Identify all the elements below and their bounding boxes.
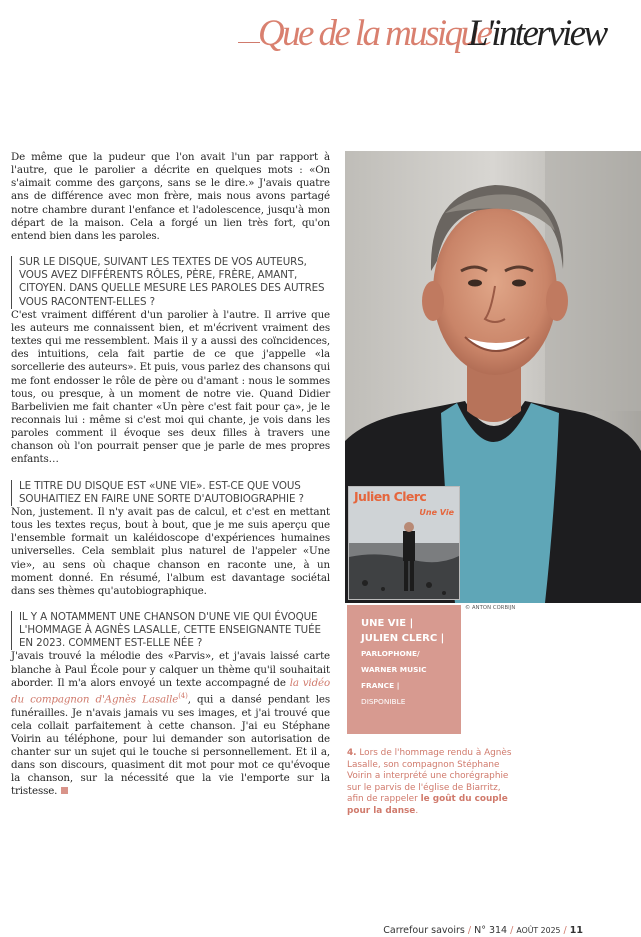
section-title: Que de la musique — [258, 13, 491, 54]
footnote-end: . — [415, 805, 419, 816]
footnote — [347, 748, 515, 817]
info-artist: JULIEN CLERC | — [361, 633, 445, 644]
footnote-number: 4. — [347, 748, 357, 758]
paragraph-3: Non, justement. Il n'y avait pas de calcul, et c'est en mettant tous les textes reçus, bout à bout, que je me suis aperçu que l'ensemble formait un kaléidoscope d'expériences humaines universelles. Cela semblait plus naturel de l'appeler «Une vie», au sens où chaque chanson en raconte une, à un moment donné. En résumé, l'album est davantage sociétal dans ses thèmes qu'autobiographique. — [11, 505, 330, 597]
video-link[interactable]: la vidéo du compagnon d'Agnès Lasalle — [11, 676, 331, 706]
paragraph-2: C'est vraiment différent d'un parolier à l'autre. Il arrive que les auteurs me connaissent bien, et m'écrivent vraiment des textes qui me ressemblent. Mais il y a aussi des coïncidences, des intuitions, cela fait partie de ce que j'appelle «la sorcellerie des auteurs». Et puis, vous parlez des chansons qui me font endosser le rôle de père ou d'amant : nous le sommes tous, ou presque, à un moment de notre vie. Quand Didier Barbelivien me fait chanter «Un père c'est fait pour ça», je le reconnais lui : même si c'est moi qui chante, je vois dans les paroles comment il évoque ses deux filles à travers une chanson où l'on pourrait penser que je parle de mes propres enfants… — [11, 308, 330, 466]
cover-album-title: Une Vie — [419, 508, 454, 517]
section-kind: L'interview — [468, 13, 606, 54]
footer-separator: / — [563, 925, 567, 936]
question-3: IL Y A NOTAMMENT UNE CHANSON D'UNE VIE QUI ÉVOQUE L'HOMMAGE À AGNÈS LASALLE, CETTE ENSEIGNANTE TUÉE EN 2023. COMMENT EST-ELLE NÉE ? — [11, 611, 330, 650]
footer-date: AOÛT 2025 — [516, 926, 561, 935]
info-label-3: FRANCE | — [361, 681, 400, 690]
footer-separator: / — [467, 925, 472, 936]
paragraph-4 — [11, 650, 330, 798]
info-label-1: PARLOPHONE/ — [361, 649, 420, 658]
paragraph-4-start: J'avais trouvé la mélodie des «Parvis», et j'avais laissé carte blanche à Paul École pour y calquer un thème qu'il souhaitait aborder. Il m'a alors envoyé un texte accompagné de — [11, 650, 330, 689]
info-album-title: UNE VIE | — [361, 618, 414, 629]
footnote-ref: (4) — [178, 691, 188, 700]
question-1: SUR LE DISQUE, SUIVANT LES TEXTES DE VOS AUTEURS, VOUS AVEZ DIFFÉRENTS RÔLES, PÈRE, FRÈRE, AMANT, CITOYEN. DANS QUELLE MESURE LES PAROLES DES AUTRES VOUS RACONTENT-ELLES ? — [11, 256, 330, 309]
question-2: LE TITRE DU DISQUE EST «UNE VIE». EST-CE QUE VOUS SOUHAITIEZ EN FAIRE UNE SORTE D'AUTOBIOGRAPHIE ? — [11, 480, 330, 506]
article-column — [11, 151, 330, 799]
info-label-2: WARNER MUSIC — [361, 665, 427, 674]
paragraph-4-end: , qui a dansé pendant les funérailles. Je n'avais jamais vu ses images, et j'ai trouvé que cela collait parfaitement à cette chanson. J'ai eu Stéphane Voirin au téléphone, pour lui demander son autorisation de chanter sur un sujet qui le touche si personnellement. Et il a, dans son discours, quasiment dit mot pour mot ce qu'évoque la chanson, sur la nécessité que la vie l'emporte sur la tristesse. — [11, 693, 330, 798]
end-of-article-mark — [61, 787, 68, 794]
cover-artist: Julien Clerc — [354, 489, 427, 504]
footer-separator: / — [510, 925, 514, 936]
album-info-box — [347, 605, 461, 734]
page-number: 11 — [569, 925, 583, 936]
paragraph-1: De même que la pudeur que l'on avait l'un par rapport à l'autre, que le parolier a décrite en quelques mots : «On s'aimait comme des garçons, sans se le dire.» J'avais quatre ans de différence avec mon frère, mais nous avons partagé notre chambre durant l'enfance et l'adolescence, jusqu'à mon départ de la maison. Cela a forgé un lien très fort, qu'on entend bien dans les paroles. — [11, 151, 330, 242]
page-header — [238, 12, 628, 60]
header-rule — [238, 42, 260, 43]
footer-issue: N° 314 — [474, 925, 508, 936]
page-footer — [383, 925, 583, 936]
footnote-emphasis: le goût du couple pour la danse — [347, 794, 508, 816]
photo-credit: © ANTON CORBIJN — [465, 605, 516, 611]
info-status: DISPONIBLE — [361, 697, 406, 706]
footer-magazine: Carrefour savoirs — [383, 925, 465, 936]
footnote-text: Lors de l'hommage rendu à Agnès Lasalle, son compagnon Stéphane Voirin a interprété une chorégraphie sur le parvis de l'église de Biarritz, afin de rappeler — [347, 748, 512, 804]
album-cover — [348, 486, 460, 600]
